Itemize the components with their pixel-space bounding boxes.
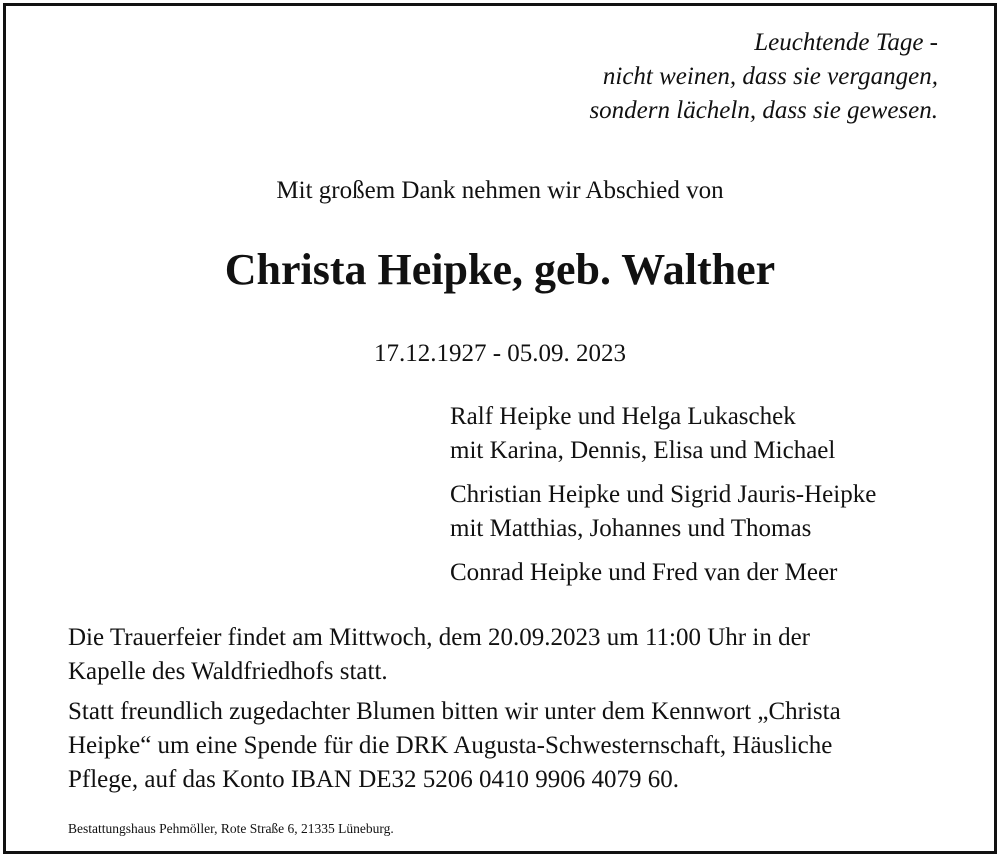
deceased-name: Christa Heipke, geb. Walther	[224, 245, 776, 294]
ceremony-line: Die Trauerfeier findet am Mittwoch, dem 20.09.2023 um 11:00 Uhr in der	[68, 624, 810, 651]
mourner-group	[450, 400, 876, 468]
memorial-poem	[589, 26, 938, 128]
donation-line: Pflege, auf das Konto IBAN DE32 5206 0410 9906 4079 60.	[68, 766, 680, 793]
mourner-line: mit Matthias, Johannes und Thomas	[450, 515, 812, 542]
donation-line: Statt freundlich zugedachter Blumen bitten wir unter dem Kennwort „Christa	[68, 698, 841, 725]
poem-line: Leuchtende Tage -	[754, 29, 938, 56]
mourners-list	[450, 400, 876, 600]
mourner-line: mit Karina, Dennis, Elisa und Michael	[450, 437, 836, 464]
donation-paragraph	[68, 695, 948, 797]
farewell-intro: Mit großem Dank nehmen wir Abschied von	[276, 177, 724, 204]
funeral-home-footer: Bestattungshaus Pehmöller, Rote Straße 6, 21335 Lüneburg.	[68, 821, 394, 836]
funeral-notice-text	[68, 621, 948, 803]
life-dates: 17.12.1927 - 05.09. 2023	[373, 340, 627, 367]
donation-line: Heipke“ um eine Spende für die DRK Augusta-Schwesternschaft, Häusliche	[68, 732, 833, 759]
mourner-line: Conrad Heipke und Fred van der Meer	[450, 559, 838, 586]
mourner-line: Christian Heipke und Sigrid Jauris-Heipke	[450, 481, 877, 508]
mourner-line: Ralf Heipke und Helga Lukaschek	[450, 403, 796, 430]
mourner-group	[450, 478, 876, 546]
poem-line: nicht weinen, dass sie vergangen,	[602, 63, 938, 90]
poem-line: sondern lächeln, dass sie gewesen.	[589, 97, 938, 124]
ceremony-paragraph	[68, 621, 948, 689]
mourner-group	[450, 556, 876, 590]
ceremony-line: Kapelle des Waldfriedhofs statt.	[68, 658, 388, 685]
